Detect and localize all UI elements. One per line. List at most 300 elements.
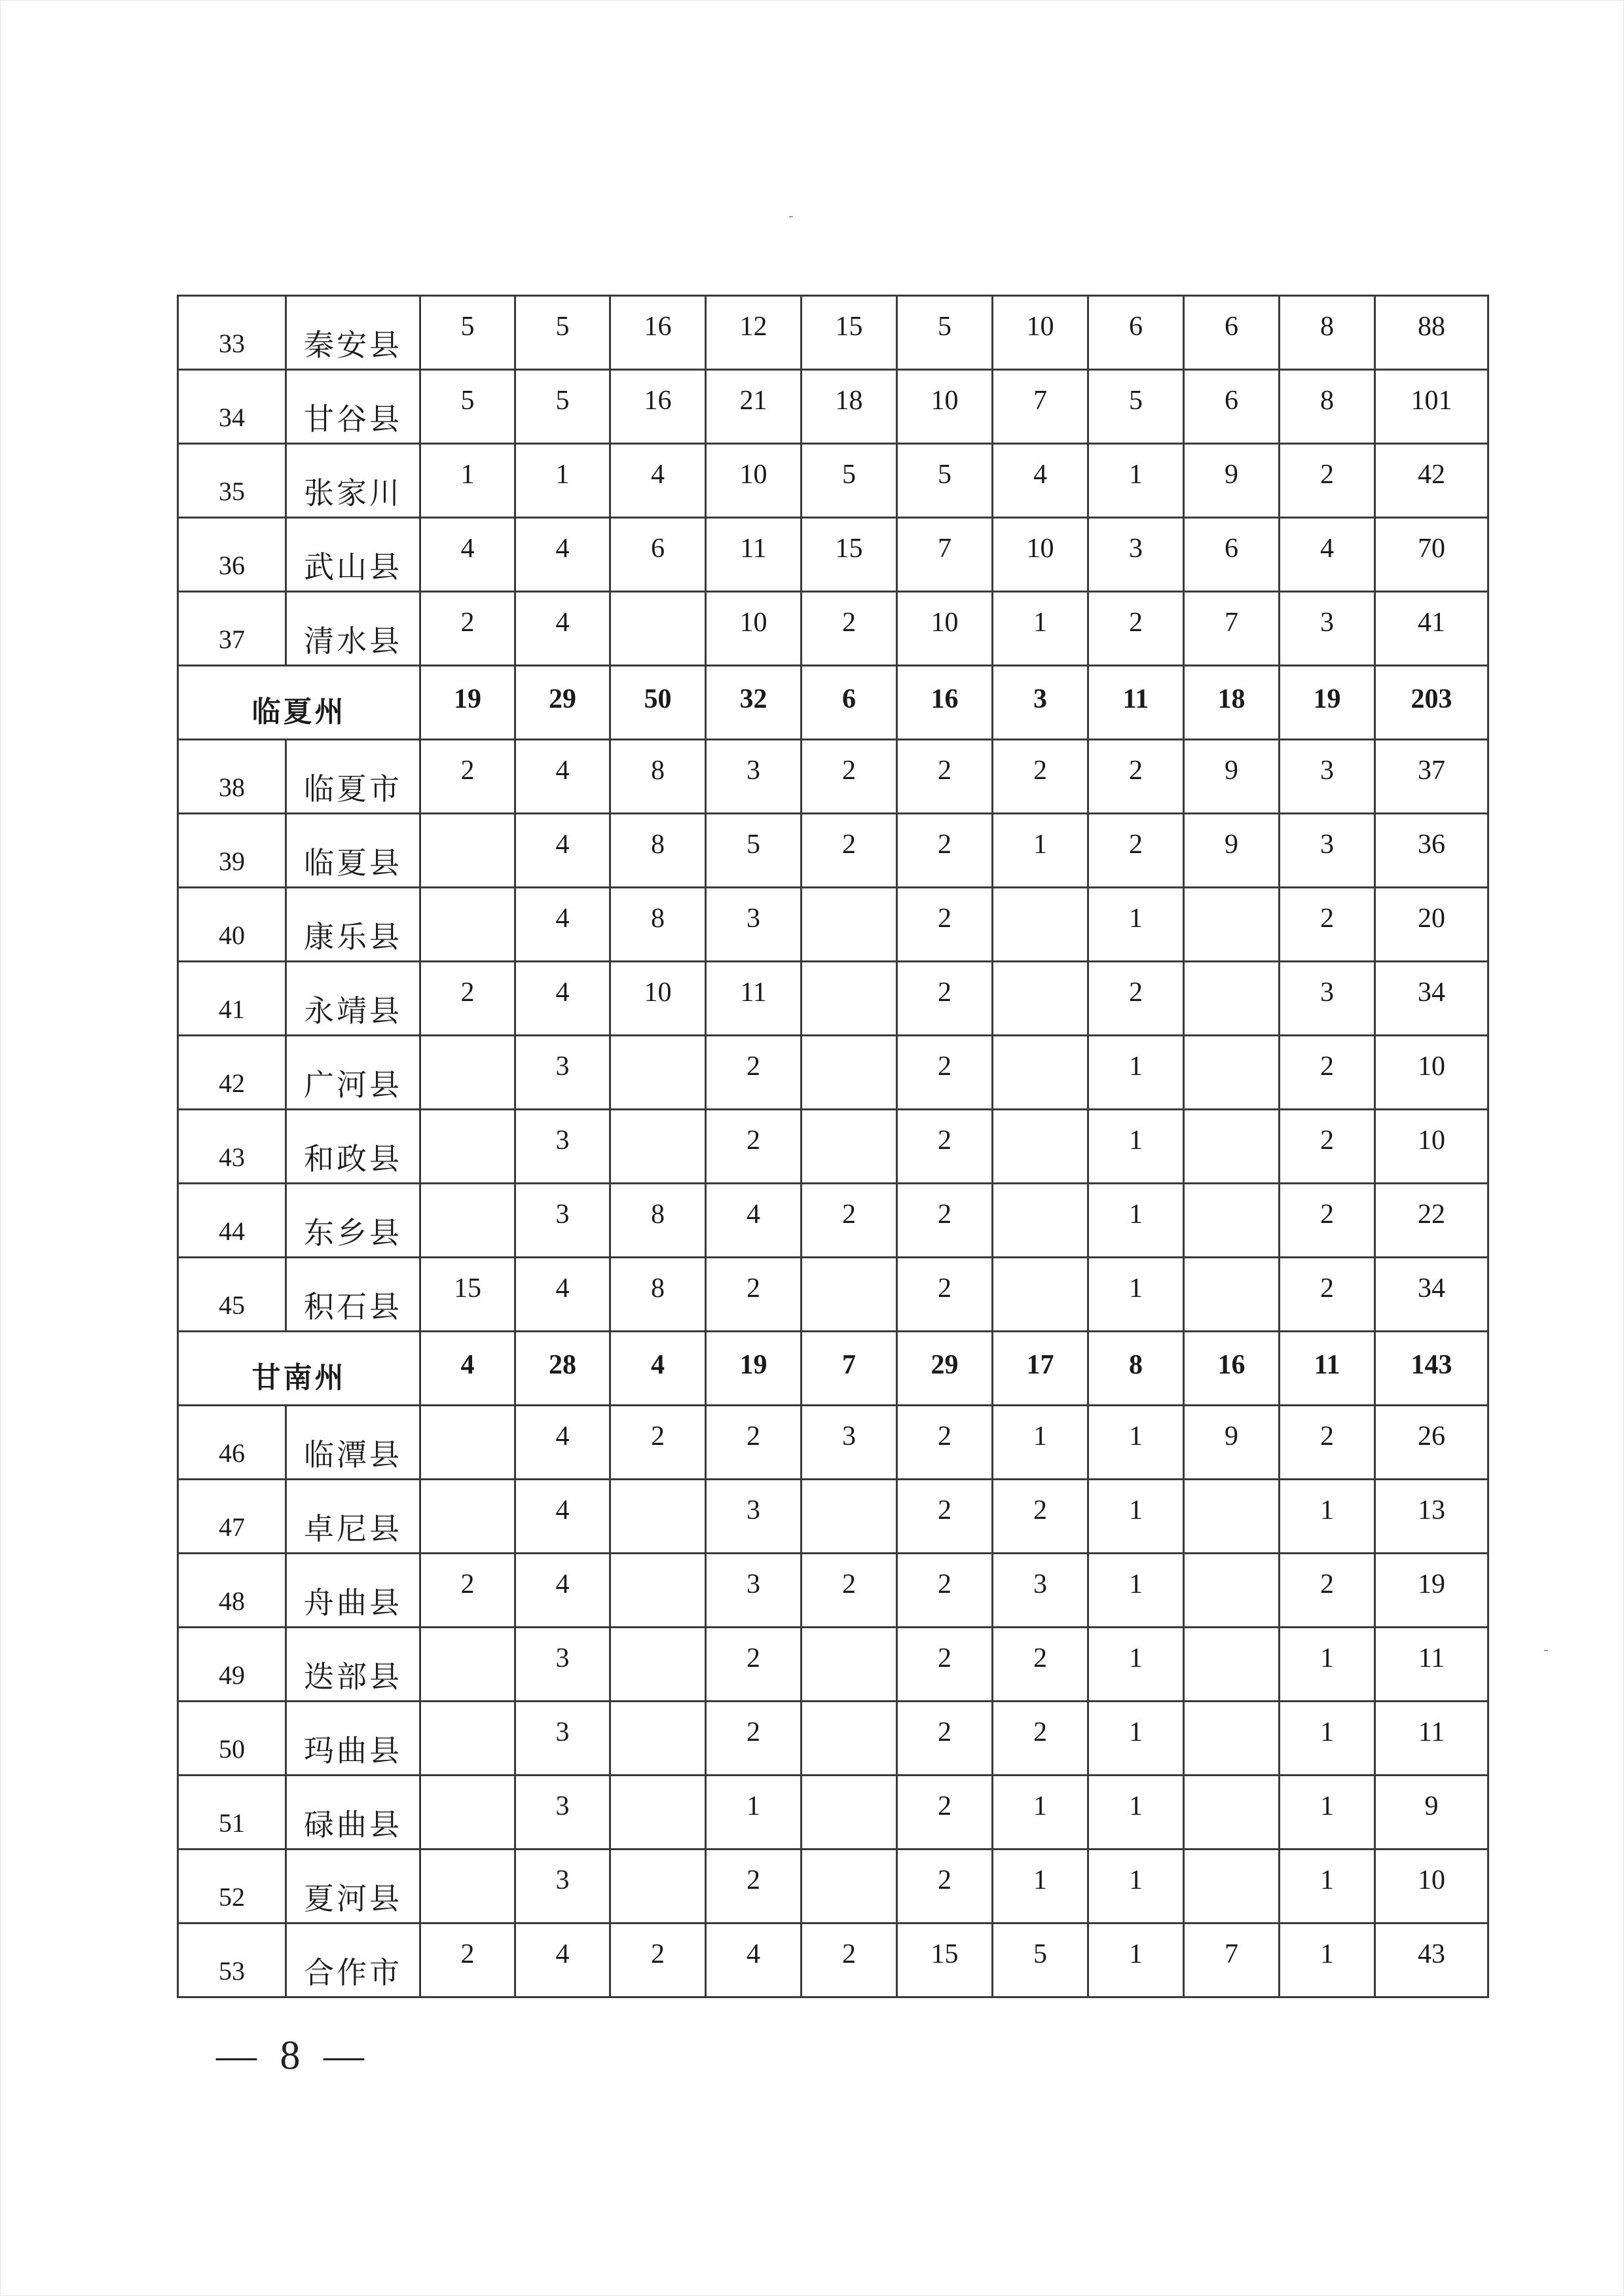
row-total-cell: 10 xyxy=(1375,1850,1488,1923)
value-cell xyxy=(420,1036,515,1110)
value-cell xyxy=(1184,1036,1280,1110)
value-cell: 3 xyxy=(706,740,802,814)
value-cell xyxy=(420,1702,515,1776)
row-total-cell: 26 xyxy=(1375,1406,1488,1480)
value-cell: 8 xyxy=(1280,370,1375,444)
value-cell: 1 xyxy=(1280,1850,1375,1923)
value-cell: 3 xyxy=(515,1628,610,1702)
value-cell: 16 xyxy=(610,296,706,370)
value-cell: 3 xyxy=(993,666,1088,740)
value-cell xyxy=(420,1628,515,1702)
prefecture-name: 甘南州 xyxy=(178,1332,420,1406)
row-index: 47 xyxy=(178,1480,286,1554)
value-cell: 1 xyxy=(1088,1702,1184,1776)
value-cell: 15 xyxy=(802,518,897,592)
value-cell: 7 xyxy=(802,1332,897,1406)
value-cell: 2 xyxy=(897,814,993,888)
value-cell: 10 xyxy=(706,444,802,518)
value-cell: 17 xyxy=(993,1332,1088,1406)
county-row xyxy=(178,1258,1488,1332)
value-cell: 10 xyxy=(993,518,1088,592)
value-cell xyxy=(420,888,515,962)
row-total-cell: 11 xyxy=(1375,1628,1488,1702)
value-cell: 1 xyxy=(1280,1923,1375,1997)
county-row xyxy=(178,1554,1488,1628)
value-cell: 1 xyxy=(706,1776,802,1850)
value-cell: 8 xyxy=(610,814,706,888)
county-row xyxy=(178,1628,1488,1702)
row-total-cell: 70 xyxy=(1375,518,1488,592)
value-cell: 2 xyxy=(802,814,897,888)
row-index: 53 xyxy=(178,1923,286,1997)
value-cell: 1 xyxy=(1280,1702,1375,1776)
value-cell: 2 xyxy=(802,740,897,814)
value-cell xyxy=(802,962,897,1036)
row-index: 51 xyxy=(178,1776,286,1850)
value-cell: 10 xyxy=(897,370,993,444)
row-total-cell: 11 xyxy=(1375,1702,1488,1776)
value-cell: 4 xyxy=(515,1406,610,1480)
row-index: 37 xyxy=(178,592,286,666)
row-index: 35 xyxy=(178,444,286,518)
county-row xyxy=(178,1184,1488,1258)
value-cell: 29 xyxy=(897,1332,993,1406)
value-cell: 2 xyxy=(802,1923,897,1997)
county-row xyxy=(178,1480,1488,1554)
county-row xyxy=(178,370,1488,444)
value-cell xyxy=(610,1776,706,1850)
value-cell xyxy=(993,1110,1088,1184)
value-cell xyxy=(610,592,706,666)
value-cell: 7 xyxy=(897,518,993,592)
value-cell xyxy=(993,1036,1088,1110)
value-cell: 2 xyxy=(706,1702,802,1776)
value-cell: 1 xyxy=(420,444,515,518)
county-row xyxy=(178,1406,1488,1480)
value-cell: 4 xyxy=(515,518,610,592)
value-cell: 1 xyxy=(1088,1036,1184,1110)
value-cell: 3 xyxy=(1280,962,1375,1036)
value-cell: 9 xyxy=(1184,814,1280,888)
county-row xyxy=(178,1110,1488,1184)
value-cell: 32 xyxy=(706,666,802,740)
value-cell: 1 xyxy=(1088,1406,1184,1480)
value-cell: 10 xyxy=(610,962,706,1036)
county-name: 康乐县 xyxy=(286,888,420,962)
allocation-table xyxy=(177,295,1489,1998)
value-cell: 10 xyxy=(706,592,802,666)
row-index: 39 xyxy=(178,814,286,888)
value-cell xyxy=(1184,1554,1280,1628)
value-cell xyxy=(1184,1480,1280,1554)
value-cell: 21 xyxy=(706,370,802,444)
value-cell: 4 xyxy=(515,1480,610,1554)
row-index: 41 xyxy=(178,962,286,1036)
value-cell xyxy=(420,1850,515,1923)
value-cell xyxy=(1184,962,1280,1036)
value-cell: 1 xyxy=(1088,888,1184,962)
county-name: 夏河县 xyxy=(286,1850,420,1923)
county-row xyxy=(178,1776,1488,1850)
value-cell: 4 xyxy=(420,518,515,592)
county-name: 和政县 xyxy=(286,1110,420,1184)
value-cell: 2 xyxy=(897,1554,993,1628)
row-index: 34 xyxy=(178,370,286,444)
row-total-cell: 143 xyxy=(1375,1332,1488,1406)
value-cell xyxy=(993,962,1088,1036)
value-cell: 3 xyxy=(1280,814,1375,888)
value-cell: 1 xyxy=(1088,1184,1184,1258)
value-cell: 19 xyxy=(706,1332,802,1406)
row-total-cell: 43 xyxy=(1375,1923,1488,1997)
value-cell xyxy=(610,1702,706,1776)
value-cell: 18 xyxy=(1184,666,1280,740)
value-cell: 5 xyxy=(515,370,610,444)
value-cell: 2 xyxy=(420,1923,515,1997)
row-index: 50 xyxy=(178,1702,286,1776)
row-index: 48 xyxy=(178,1554,286,1628)
scan-speck xyxy=(1544,1650,1548,1651)
county-name: 东乡县 xyxy=(286,1184,420,1258)
prefecture-subtotal-row xyxy=(178,1332,1488,1406)
value-cell: 1 xyxy=(1088,1850,1184,1923)
value-cell: 1 xyxy=(1088,1923,1184,1997)
county-name: 碌曲县 xyxy=(286,1776,420,1850)
value-cell: 4 xyxy=(515,592,610,666)
row-index: 45 xyxy=(178,1258,286,1332)
county-row xyxy=(178,1923,1488,1997)
county-name: 卓尼县 xyxy=(286,1480,420,1554)
value-cell: 2 xyxy=(802,1184,897,1258)
value-cell: 8 xyxy=(610,888,706,962)
county-row xyxy=(178,444,1488,518)
value-cell xyxy=(420,1776,515,1850)
county-row xyxy=(178,1702,1488,1776)
county-row xyxy=(178,814,1488,888)
value-cell: 1 xyxy=(1280,1776,1375,1850)
value-cell: 11 xyxy=(1280,1332,1375,1406)
value-cell: 2 xyxy=(1280,444,1375,518)
value-cell: 4 xyxy=(515,814,610,888)
value-cell: 2 xyxy=(706,1406,802,1480)
value-cell: 4 xyxy=(515,1554,610,1628)
value-cell: 2 xyxy=(706,1258,802,1332)
row-index: 46 xyxy=(178,1406,286,1480)
row-index: 36 xyxy=(178,518,286,592)
value-cell: 4 xyxy=(1280,518,1375,592)
value-cell: 5 xyxy=(706,814,802,888)
value-cell xyxy=(610,1110,706,1184)
value-cell: 2 xyxy=(706,1628,802,1702)
value-cell: 2 xyxy=(897,1110,993,1184)
row-total-cell: 9 xyxy=(1375,1776,1488,1850)
value-cell: 4 xyxy=(420,1332,515,1406)
county-row xyxy=(178,962,1488,1036)
page-number: — 8 — xyxy=(216,2033,371,2078)
value-cell xyxy=(993,1258,1088,1332)
row-total-cell: 34 xyxy=(1375,962,1488,1036)
value-cell: 5 xyxy=(993,1923,1088,1997)
value-cell: 2 xyxy=(1280,1554,1375,1628)
row-index: 52 xyxy=(178,1850,286,1923)
value-cell: 2 xyxy=(420,962,515,1036)
value-cell: 4 xyxy=(706,1923,802,1997)
value-cell: 5 xyxy=(897,296,993,370)
value-cell: 2 xyxy=(1280,1036,1375,1110)
value-cell: 2 xyxy=(610,1923,706,1997)
value-cell: 3 xyxy=(515,1184,610,1258)
county-name: 临潭县 xyxy=(286,1406,420,1480)
value-cell: 3 xyxy=(1280,740,1375,814)
value-cell: 8 xyxy=(1088,1332,1184,1406)
value-cell xyxy=(1184,1110,1280,1184)
value-cell xyxy=(802,1258,897,1332)
value-cell: 8 xyxy=(610,1258,706,1332)
value-cell: 4 xyxy=(706,1184,802,1258)
value-cell: 18 xyxy=(802,370,897,444)
value-cell: 1 xyxy=(993,1776,1088,1850)
value-cell: 1 xyxy=(1088,1554,1184,1628)
value-cell xyxy=(802,1110,897,1184)
row-total-cell: 37 xyxy=(1375,740,1488,814)
value-cell xyxy=(420,1110,515,1184)
value-cell: 3 xyxy=(1280,592,1375,666)
value-cell: 5 xyxy=(802,444,897,518)
value-cell: 9 xyxy=(1184,444,1280,518)
value-cell xyxy=(1184,1776,1280,1850)
value-cell: 6 xyxy=(610,518,706,592)
value-cell: 2 xyxy=(897,962,993,1036)
value-cell xyxy=(802,1480,897,1554)
value-cell: 11 xyxy=(1088,666,1184,740)
value-cell: 8 xyxy=(1280,296,1375,370)
value-cell: 6 xyxy=(1088,296,1184,370)
county-name: 舟曲县 xyxy=(286,1554,420,1628)
value-cell xyxy=(1184,888,1280,962)
value-cell: 2 xyxy=(706,1036,802,1110)
value-cell: 9 xyxy=(1184,740,1280,814)
county-name: 张家川 xyxy=(286,444,420,518)
value-cell xyxy=(420,1480,515,1554)
value-cell: 2 xyxy=(802,1554,897,1628)
county-name: 甘谷县 xyxy=(286,370,420,444)
value-cell: 1 xyxy=(1088,1258,1184,1332)
value-cell: 2 xyxy=(610,1406,706,1480)
county-name: 临夏县 xyxy=(286,814,420,888)
value-cell: 1 xyxy=(1088,1480,1184,1554)
value-cell xyxy=(610,1480,706,1554)
county-name: 临夏市 xyxy=(286,740,420,814)
value-cell: 1 xyxy=(1280,1628,1375,1702)
value-cell: 6 xyxy=(1184,370,1280,444)
value-cell: 7 xyxy=(1184,592,1280,666)
row-total-cell: 41 xyxy=(1375,592,1488,666)
row-index: 43 xyxy=(178,1110,286,1184)
row-total-cell: 22 xyxy=(1375,1184,1488,1258)
county-name: 武山县 xyxy=(286,518,420,592)
value-cell: 4 xyxy=(610,444,706,518)
county-row xyxy=(178,296,1488,370)
row-index: 42 xyxy=(178,1036,286,1110)
value-cell: 2 xyxy=(897,1184,993,1258)
value-cell: 1 xyxy=(1280,1480,1375,1554)
value-cell xyxy=(1184,1258,1280,1332)
value-cell: 3 xyxy=(515,1850,610,1923)
value-cell: 16 xyxy=(1184,1332,1280,1406)
county-name: 秦安县 xyxy=(286,296,420,370)
county-name: 清水县 xyxy=(286,592,420,666)
value-cell: 2 xyxy=(897,1850,993,1923)
value-cell xyxy=(1184,1628,1280,1702)
row-total-cell: 34 xyxy=(1375,1258,1488,1332)
value-cell: 2 xyxy=(897,1406,993,1480)
value-cell: 6 xyxy=(802,666,897,740)
value-cell: 5 xyxy=(1088,370,1184,444)
value-cell: 2 xyxy=(706,1110,802,1184)
row-total-cell: 42 xyxy=(1375,444,1488,518)
value-cell: 11 xyxy=(706,518,802,592)
row-total-cell: 13 xyxy=(1375,1480,1488,1554)
value-cell xyxy=(610,1554,706,1628)
value-cell: 4 xyxy=(993,444,1088,518)
value-cell: 1 xyxy=(1088,1110,1184,1184)
value-cell xyxy=(420,1406,515,1480)
value-cell: 1 xyxy=(993,1406,1088,1480)
value-cell xyxy=(802,1702,897,1776)
value-cell: 12 xyxy=(706,296,802,370)
value-cell: 4 xyxy=(515,1923,610,1997)
value-cell: 8 xyxy=(610,1184,706,1258)
county-row xyxy=(178,740,1488,814)
value-cell: 1 xyxy=(515,444,610,518)
value-cell: 4 xyxy=(515,1258,610,1332)
value-cell: 3 xyxy=(515,1702,610,1776)
value-cell: 2 xyxy=(802,592,897,666)
value-cell: 1 xyxy=(1088,1628,1184,1702)
value-cell: 2 xyxy=(420,592,515,666)
value-cell: 3 xyxy=(515,1110,610,1184)
value-cell: 5 xyxy=(420,370,515,444)
value-cell: 2 xyxy=(1088,962,1184,1036)
row-index: 40 xyxy=(178,888,286,962)
value-cell: 29 xyxy=(515,666,610,740)
county-row xyxy=(178,1036,1488,1110)
value-cell: 2 xyxy=(897,1776,993,1850)
value-cell: 2 xyxy=(897,1480,993,1554)
value-cell: 2 xyxy=(897,1036,993,1110)
value-cell xyxy=(802,1036,897,1110)
value-cell: 5 xyxy=(420,296,515,370)
value-cell: 2 xyxy=(1280,1406,1375,1480)
scan-speck xyxy=(789,216,793,217)
value-cell: 2 xyxy=(420,1554,515,1628)
value-cell: 1 xyxy=(993,592,1088,666)
value-cell xyxy=(610,1850,706,1923)
value-cell: 2 xyxy=(897,740,993,814)
value-cell: 2 xyxy=(1280,1110,1375,1184)
value-cell: 1 xyxy=(1088,444,1184,518)
value-cell xyxy=(802,1628,897,1702)
county-name: 永靖县 xyxy=(286,962,420,1036)
row-index: 38 xyxy=(178,740,286,814)
value-cell: 10 xyxy=(993,296,1088,370)
value-cell: 19 xyxy=(420,666,515,740)
value-cell: 3 xyxy=(515,1776,610,1850)
value-cell: 7 xyxy=(1184,1923,1280,1997)
value-cell: 3 xyxy=(515,1036,610,1110)
value-cell: 2 xyxy=(706,1850,802,1923)
county-name: 合作市 xyxy=(286,1923,420,1997)
value-cell xyxy=(420,814,515,888)
value-cell: 5 xyxy=(897,444,993,518)
value-cell: 2 xyxy=(1280,888,1375,962)
value-cell: 2 xyxy=(1280,1184,1375,1258)
row-index: 49 xyxy=(178,1628,286,1702)
row-total-cell: 88 xyxy=(1375,296,1488,370)
value-cell: 3 xyxy=(1088,518,1184,592)
value-cell: 2 xyxy=(993,1628,1088,1702)
value-cell: 2 xyxy=(993,740,1088,814)
value-cell: 2 xyxy=(897,1628,993,1702)
value-cell xyxy=(993,888,1088,962)
value-cell xyxy=(420,1184,515,1258)
value-cell: 2 xyxy=(1280,1258,1375,1332)
row-index: 33 xyxy=(178,296,286,370)
value-cell: 15 xyxy=(897,1923,993,1997)
row-total-cell: 10 xyxy=(1375,1110,1488,1184)
value-cell: 16 xyxy=(897,666,993,740)
value-cell: 15 xyxy=(802,296,897,370)
value-cell xyxy=(610,1628,706,1702)
value-cell: 10 xyxy=(897,592,993,666)
value-cell: 3 xyxy=(802,1406,897,1480)
prefecture-subtotal-row xyxy=(178,666,1488,740)
value-cell xyxy=(802,1776,897,1850)
county-row xyxy=(178,888,1488,962)
value-cell xyxy=(1184,1184,1280,1258)
value-cell: 50 xyxy=(610,666,706,740)
value-cell: 8 xyxy=(610,740,706,814)
value-cell: 2 xyxy=(897,1258,993,1332)
value-cell: 2 xyxy=(420,740,515,814)
value-cell: 2 xyxy=(897,888,993,962)
county-name: 广河县 xyxy=(286,1036,420,1110)
county-name: 迭部县 xyxy=(286,1628,420,1702)
value-cell: 28 xyxy=(515,1332,610,1406)
value-cell: 3 xyxy=(706,1480,802,1554)
value-cell: 4 xyxy=(610,1332,706,1406)
row-total-cell: 19 xyxy=(1375,1554,1488,1628)
value-cell: 1 xyxy=(993,1850,1088,1923)
value-cell: 5 xyxy=(515,296,610,370)
value-cell: 16 xyxy=(610,370,706,444)
value-cell: 3 xyxy=(706,888,802,962)
value-cell xyxy=(802,1850,897,1923)
value-cell: 9 xyxy=(1184,1406,1280,1480)
value-cell: 3 xyxy=(706,1554,802,1628)
value-cell: 2 xyxy=(897,1702,993,1776)
row-total-cell: 10 xyxy=(1375,1036,1488,1110)
value-cell xyxy=(993,1184,1088,1258)
value-cell: 15 xyxy=(420,1258,515,1332)
county-row xyxy=(178,592,1488,666)
value-cell: 4 xyxy=(515,888,610,962)
value-cell: 2 xyxy=(993,1480,1088,1554)
value-cell: 3 xyxy=(993,1554,1088,1628)
value-cell: 7 xyxy=(993,370,1088,444)
county-name: 玛曲县 xyxy=(286,1702,420,1776)
value-cell xyxy=(802,888,897,962)
